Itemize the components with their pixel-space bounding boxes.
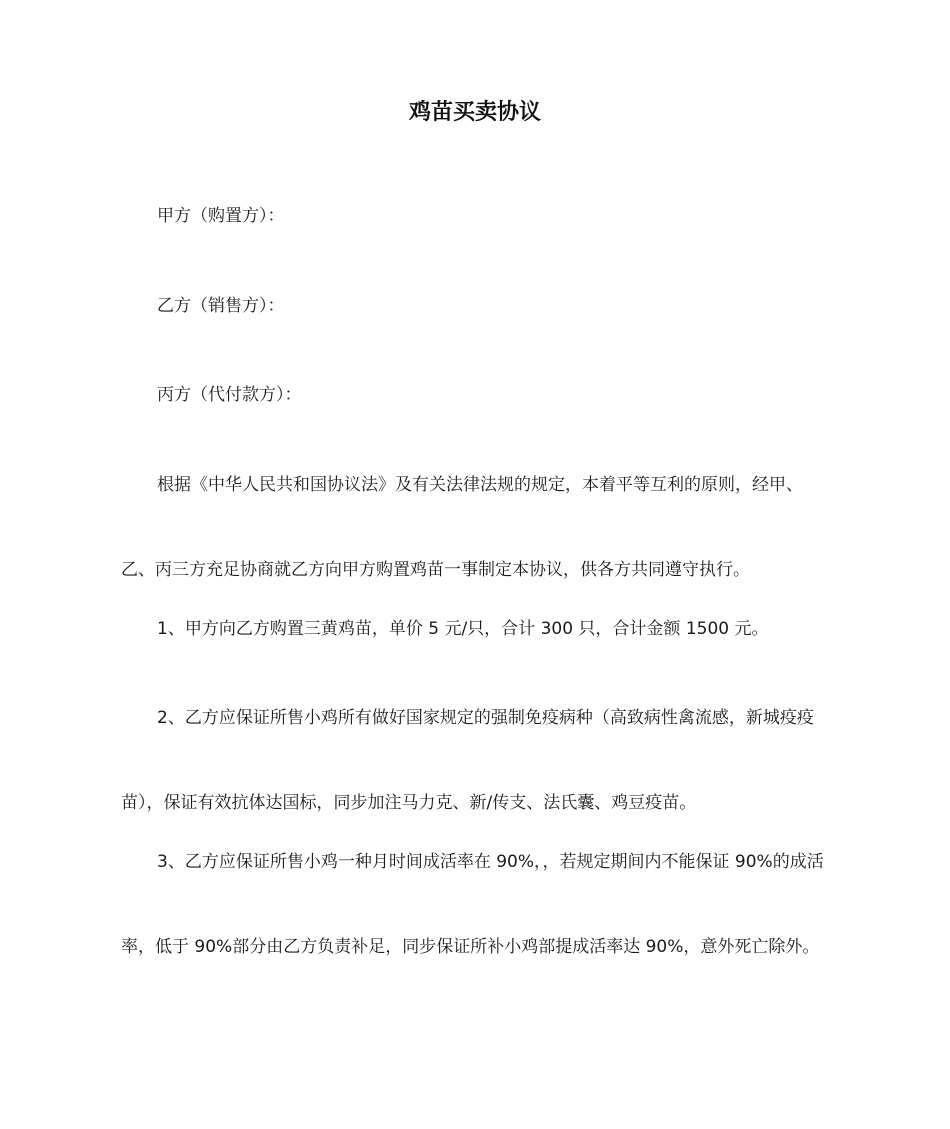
clause-3: 3、乙方应保证所售小鸡一种月时间成活率在 90%，，若规定期间内不能保证 90%的成活率，低于 90%部分由乙方负责补足，同步保证所补小鸡部提成活率达 90%，意外死亡除外。 [121, 852, 824, 957]
party-a-line: 甲方（购置方）： [157, 206, 285, 226]
intro-paragraph: 根据《中华人民共和国协议法》及有关法律法规的规定，本着平等互利的原则，经甲、乙、丙三方充足协商就乙方向甲方购置鸡苗一事制定本协议，供各方共同遵守执行。 [121, 475, 803, 580]
clause-2: 2、乙方应保证所售小鸡所有做好国家规定的强制免疫病种（高致病性禽流感，新城疫疫苗），保证有效抗体达国标，同步加注马力克、新/传支、法氏囊、鸡豆疫苗。 [121, 708, 814, 813]
party-c-line: 丙方（代付款方）： [157, 385, 302, 405]
clause-1: 1、甲方向乙方购置三黄鸡苗，单价 5 元/只，合计 300 只，合计金额 1500 元。 [157, 619, 769, 639]
document-title: 鸡苗买卖协议 [408, 100, 541, 125]
party-b-line: 乙方（销售方）： [157, 296, 285, 316]
